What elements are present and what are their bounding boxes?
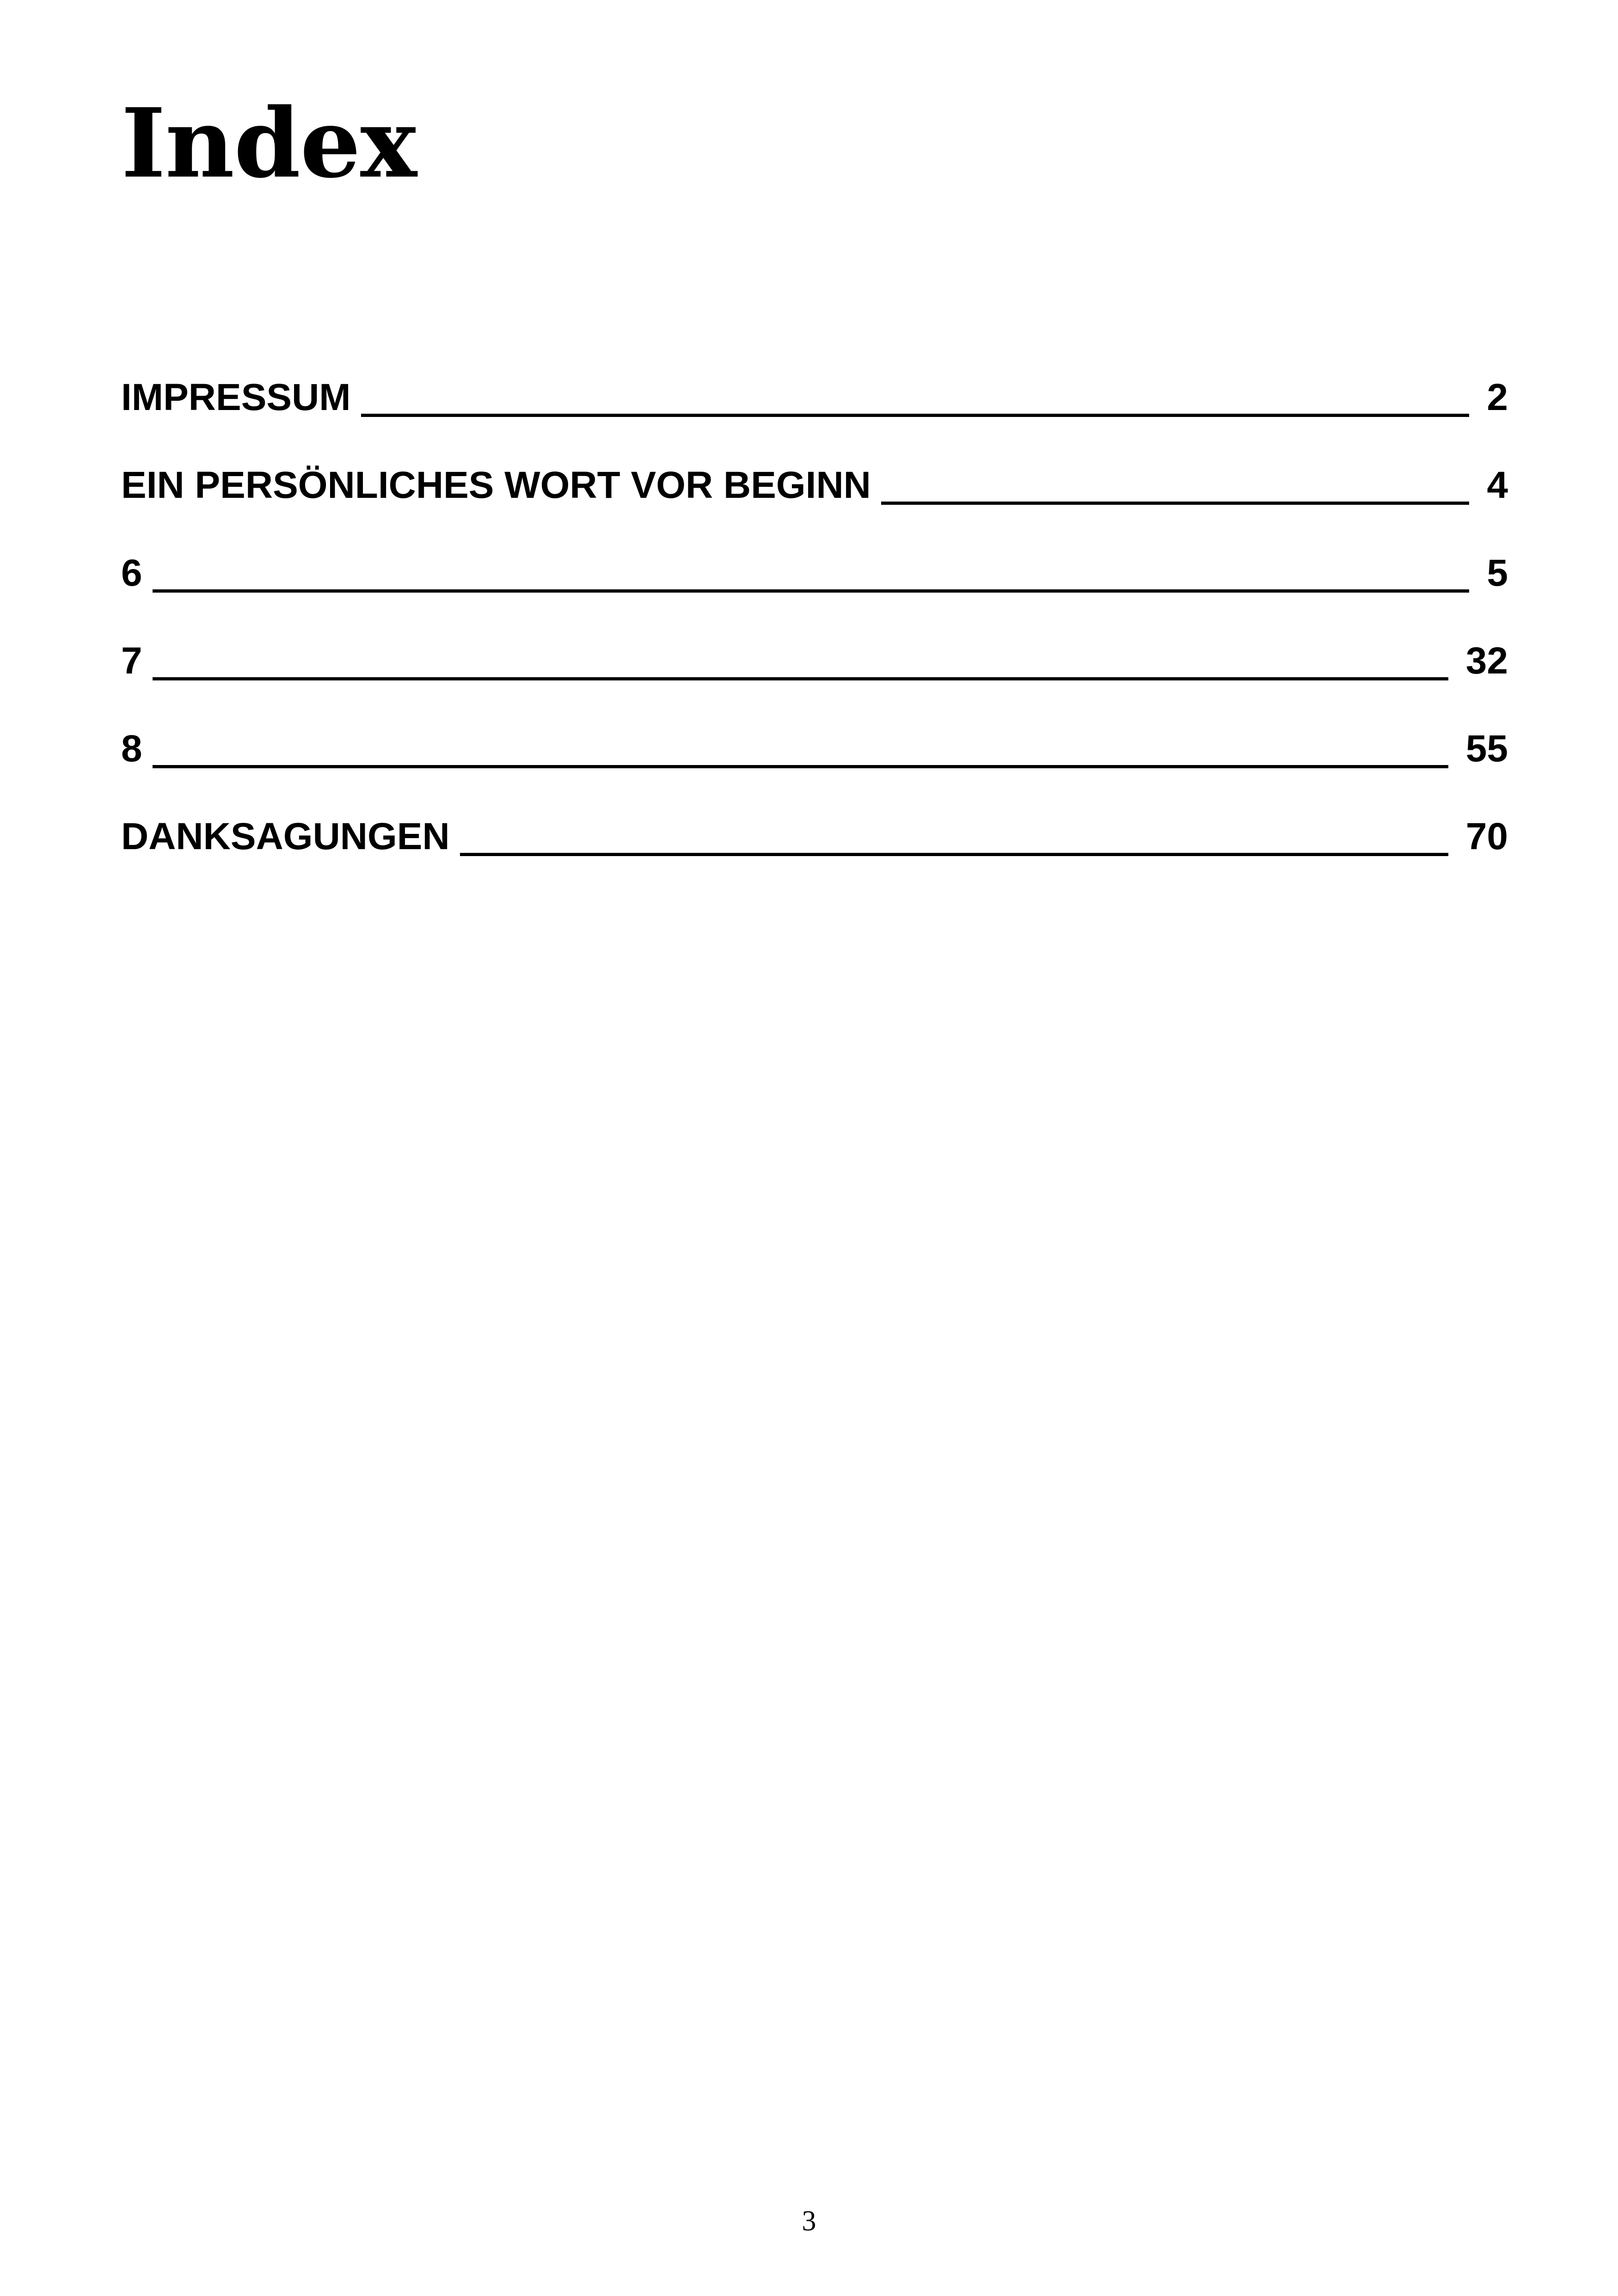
toc-leader-line [153, 677, 1448, 680]
toc-entry[interactable] [121, 421, 1508, 508]
toc-leader-line [153, 589, 1470, 593]
toc-entry-page: 32 [1465, 640, 1508, 682]
toc-leader-line [460, 853, 1448, 856]
toc-entry[interactable] [121, 772, 1508, 860]
toc-entry-page: 5 [1487, 552, 1508, 594]
toc-entry-label: IMPRESSUM [121, 376, 351, 418]
toc-entry-label: 8 [121, 728, 142, 770]
table-of-contents [121, 333, 1508, 860]
toc-entry-page: 4 [1487, 464, 1508, 506]
page-number: 3 [802, 2205, 816, 2237]
page-title: Index [121, 87, 417, 199]
toc-leader-line [153, 765, 1448, 768]
toc-entry[interactable] [121, 684, 1508, 772]
toc-entry-page: 2 [1487, 376, 1508, 418]
toc-entry-label: 6 [121, 552, 142, 594]
toc-entry-page: 55 [1465, 728, 1508, 770]
toc-leader-line [881, 502, 1469, 505]
toc-entry[interactable] [121, 596, 1508, 684]
toc-entry[interactable] [121, 333, 1508, 421]
toc-entry-label: DANKSAGUNGEN [121, 815, 450, 857]
toc-leader-line [361, 414, 1470, 417]
toc-entry[interactable] [121, 508, 1508, 596]
toc-entry-label: 7 [121, 640, 142, 682]
toc-entry-page: 70 [1465, 815, 1508, 857]
toc-entry-label: EIN PERSÖNLICHES WORT VOR BEGINN [121, 464, 871, 506]
